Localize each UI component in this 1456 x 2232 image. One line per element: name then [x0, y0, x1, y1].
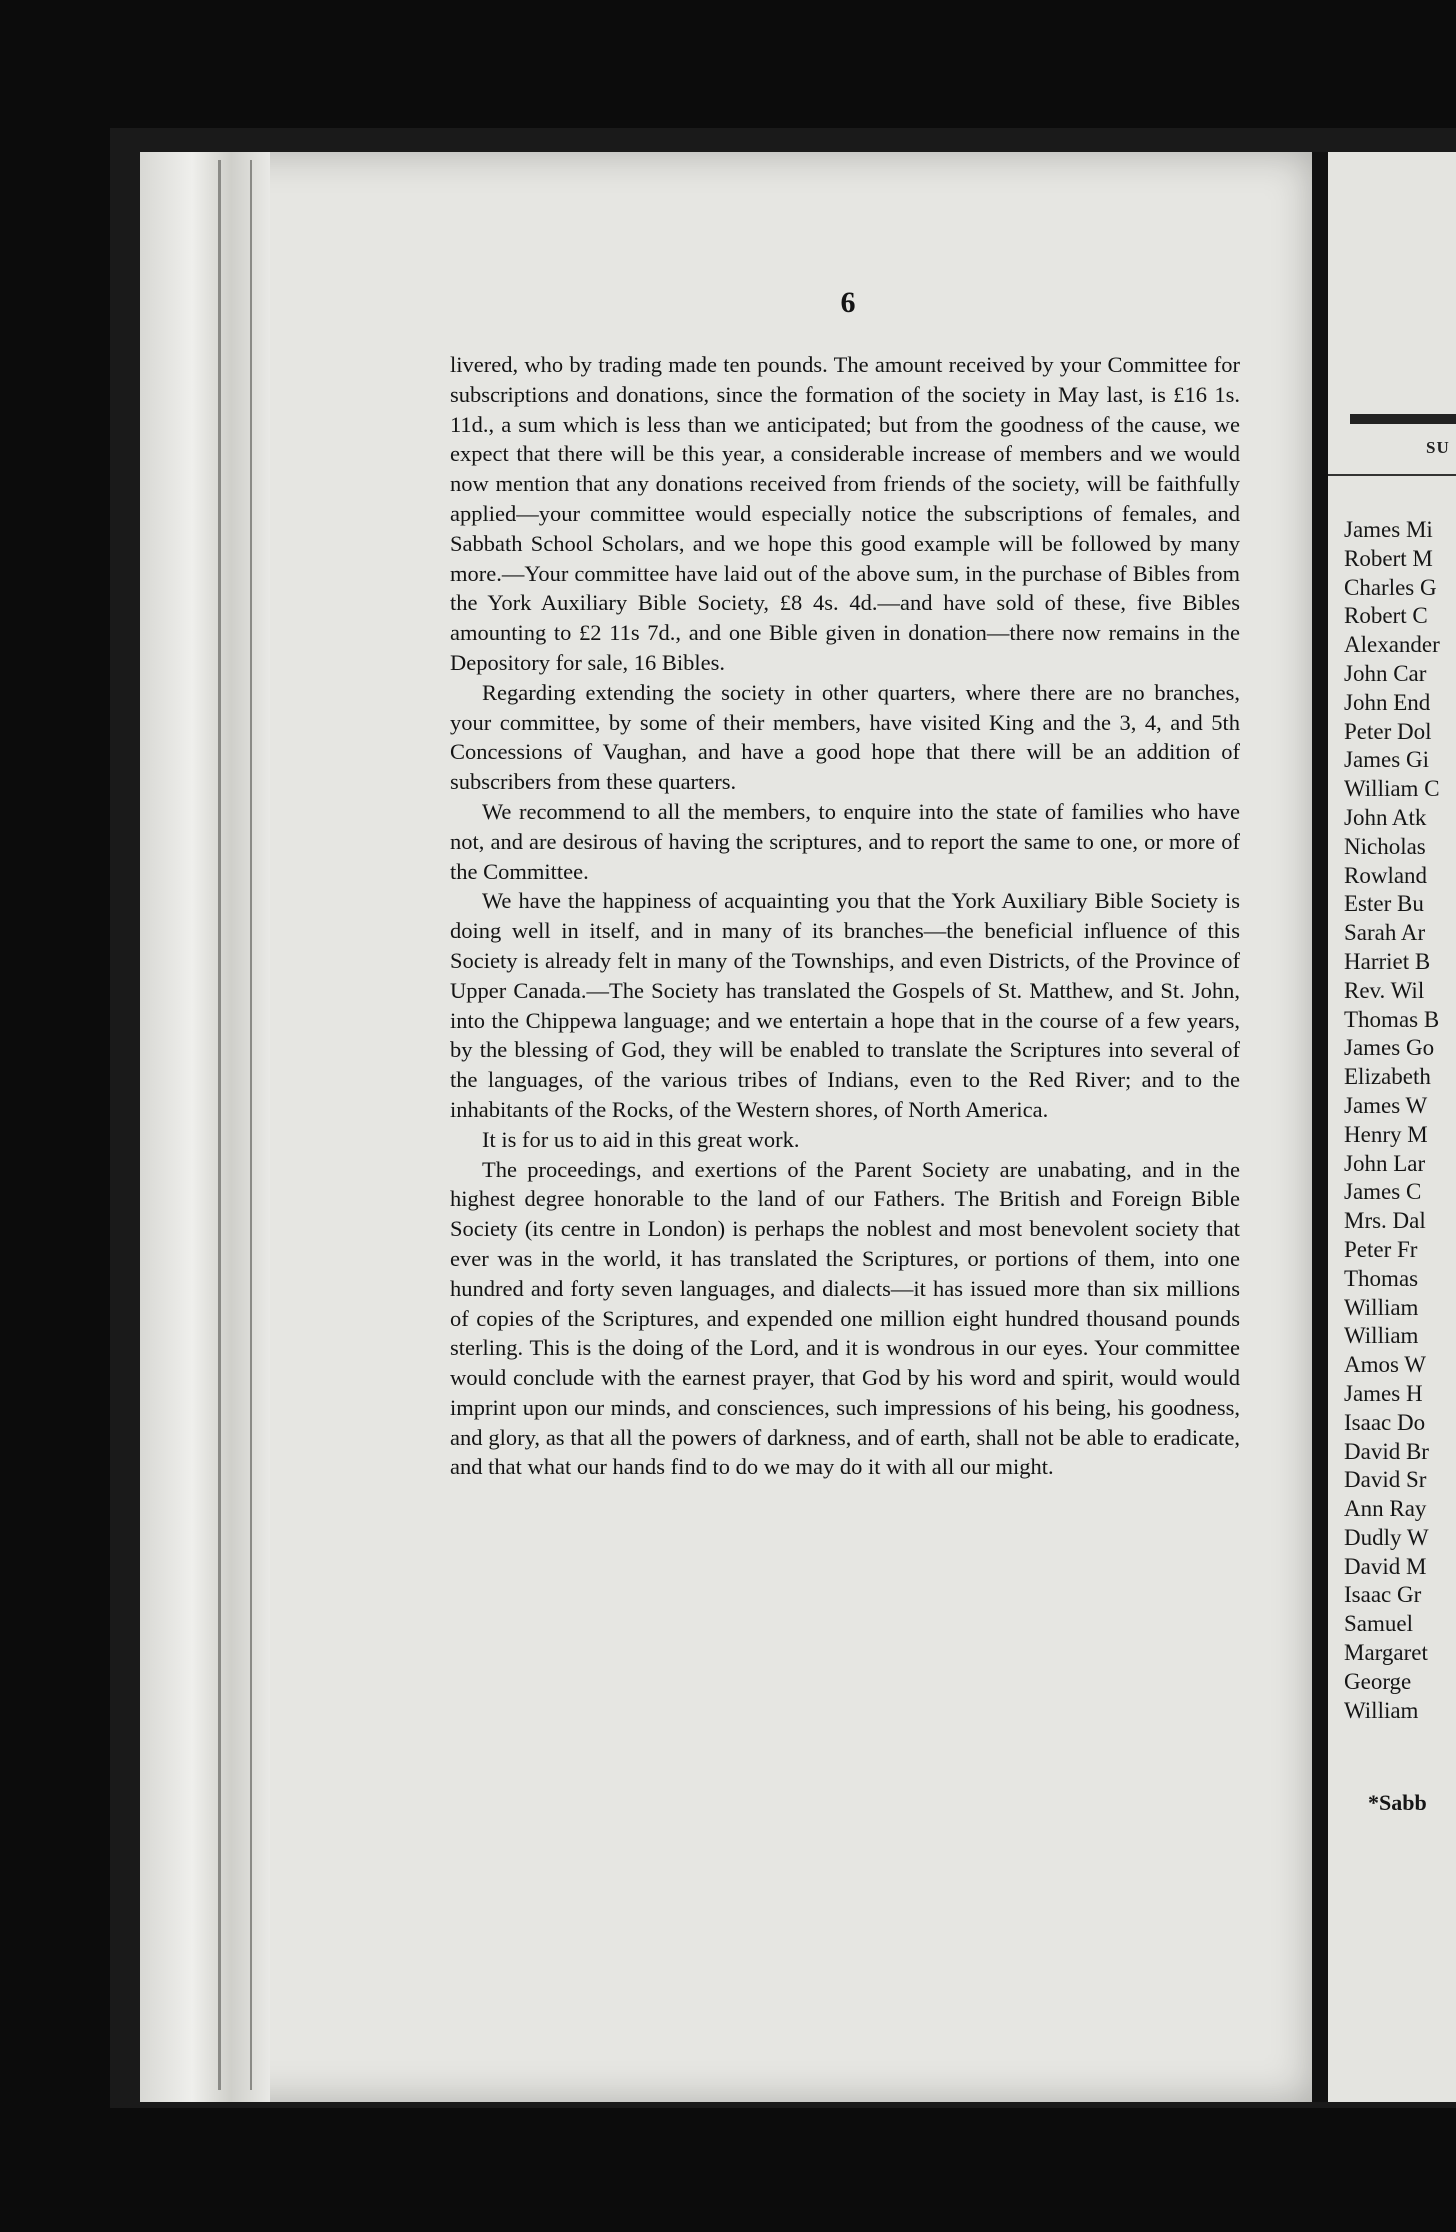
subscriber-name: James C: [1344, 1179, 1422, 1205]
subscriber-name: Robert M: [1344, 545, 1433, 571]
subscriber-name: Nicholas: [1344, 833, 1426, 859]
subscriber-name: John Car: [1344, 660, 1427, 686]
subscriber-name: Samuel: [1344, 1611, 1413, 1637]
subscriber-name: Isaac Gr: [1344, 1582, 1422, 1608]
subscriber-name: Isaac Do: [1344, 1409, 1426, 1435]
paragraph: We recommend to all the members, to enquire into the state of families who have not, and are desirous of having the scriptures, and to report the same to one, or more of the Committee.: [450, 798, 1240, 884]
subscriber-name: William: [1344, 1294, 1419, 1320]
paragraph: The proceedings, and exertions of the Parent Society are unabating, and in the highest degree honorable to the land of our Fathers. The British and Foreign Bible Society (its centre in London) is perhaps the noblest and most benevolent society that ever was in the world, it has translated the Scriptures, or portions of them, into one hundred and forty seven languages, and dialects—it has issued more than six millions of copies of the Scriptures, and expended one million eight hundred thousand pounds sterling. This is the doing of the Lord, and it is wondrous in our eyes. Your committee would conclude with the earnest prayer, that God by his word and spirit, would would imprint upon our minds, and consciences, such impressions of his being, his goodness, and glory, as that all the powers of darkness, and of earth, shall not be able to eradicate, and that what our hands find to do we may do it with all our might.: [450, 1156, 1240, 1480]
subscriber-name: Thomas B: [1344, 1006, 1440, 1032]
subscriber-name: Thomas: [1344, 1265, 1419, 1291]
subscriber-name: William C: [1344, 776, 1440, 802]
subscriber-name: Ester Bu: [1344, 891, 1424, 917]
subscriber-name: David Sr: [1344, 1467, 1427, 1493]
subscriber-name: James W: [1344, 1092, 1428, 1118]
heading-rule: [1350, 414, 1456, 424]
heading-rule: [1328, 474, 1456, 476]
footnote: *Sabb: [1368, 1790, 1427, 1815]
subscriber-name: James Go: [1344, 1035, 1435, 1061]
subscriber-name: John Lar: [1344, 1150, 1426, 1176]
adjacent-page: [1328, 152, 1456, 2102]
subscriber-name: Harriet B: [1344, 948, 1431, 974]
subscriber-name: John Atk: [1344, 804, 1427, 830]
subscriber-name: Peter Dol: [1344, 718, 1432, 744]
subscriber-list: [1344, 516, 1440, 1725]
subscriber-name: William: [1344, 1323, 1419, 1349]
paragraph: It is for us to aid in this great work.: [482, 1126, 800, 1152]
binding-line: [218, 160, 221, 2090]
subscriber-name: Rowland: [1344, 862, 1428, 888]
subscriber-name: Mrs. Dal: [1344, 1208, 1426, 1234]
subscriber-name: James H: [1344, 1380, 1423, 1406]
subscriber-name: David Br: [1344, 1438, 1429, 1464]
subscriber-name: Elizabeth: [1344, 1064, 1431, 1090]
page-gutter: [1312, 152, 1328, 2102]
body-text: [450, 350, 1240, 1482]
subscriber-name: Alexander: [1344, 632, 1440, 658]
subscriber-name: John End: [1344, 689, 1431, 715]
binding-line: [250, 160, 252, 2090]
subscriber-name: Henry M: [1344, 1121, 1428, 1147]
subscriber-name: David M: [1344, 1553, 1427, 1579]
subscriber-name: Charles G: [1344, 574, 1437, 600]
paragraph: We have the happiness of acquainting you that the York Auxiliary Bible Society is doing well in itself, and in many of its branches—the beneficial influence of this Society is already felt in many of the Townships, and even Districts, of the Province of Upper Canada.—The Society has translated the Gospels of St. Matthew, and St. John, into the Chippewa language; and we entertain a hope that in the course of a few years, by the blessing of God, they will be enabled to translate the Scriptures into several of the languages, of the various tribes of Indians, even to the Red River; and to the inhabitants of the Rocks, of the Western shores, of North America.: [450, 888, 1240, 1122]
subscriber-name: William: [1344, 1697, 1419, 1723]
paragraph: livered, who by trading made ten pounds. The amount received by your Committee for subscriptions and donations, since the formation of the society in May last, is £16 1s. 11d., a sum which is less than we anticipated; but from the goodness of the cause, we expect that there will be this year, a considerable increase of members and we would now mention that any donations received from friends of the society, will be faithfully applied—your committee would especially notice the subscriptions of females, and Sabbath School Scholars, and we hope this good example will be followed by many more.—Your committee have laid out of the above sum, in the purchase of Bibles from the York Auxiliary Bible Society, £8 4s. 4d.—and have sold of these, five Bibles amounting to £2 11s 7d., and one Bible given in donation—there now remains in the Depository for sale, 16 Bibles.: [450, 352, 1240, 675]
subscriber-name: Peter Fr: [1344, 1236, 1418, 1262]
subscriber-name: George: [1344, 1668, 1412, 1694]
subscriber-name: Margaret: [1344, 1640, 1428, 1666]
paragraph: Regarding extending the society in other quarters, where there are no branches, your committee, by some of their members, have visited King and the 3, 4, and 5th Concessions of Vaughan, and have a good hope that there will be an addition of subscribers from these quarters.: [450, 679, 1240, 795]
subscriber-name: Amos W: [1344, 1352, 1426, 1378]
subscriber-name: Dudly W: [1344, 1524, 1429, 1550]
subscriber-name: Rev. Wil: [1344, 977, 1425, 1003]
subscriber-name: James Gi: [1344, 747, 1429, 773]
subscriber-name: James Mi: [1344, 517, 1433, 542]
page-number: 6: [840, 286, 856, 319]
adjacent-page-heading: SU: [1426, 438, 1450, 457]
subscriber-name: Ann Ray: [1344, 1496, 1427, 1522]
subscriber-name: Sarah Ar: [1344, 920, 1426, 946]
subscriber-name: Robert C: [1344, 603, 1428, 629]
